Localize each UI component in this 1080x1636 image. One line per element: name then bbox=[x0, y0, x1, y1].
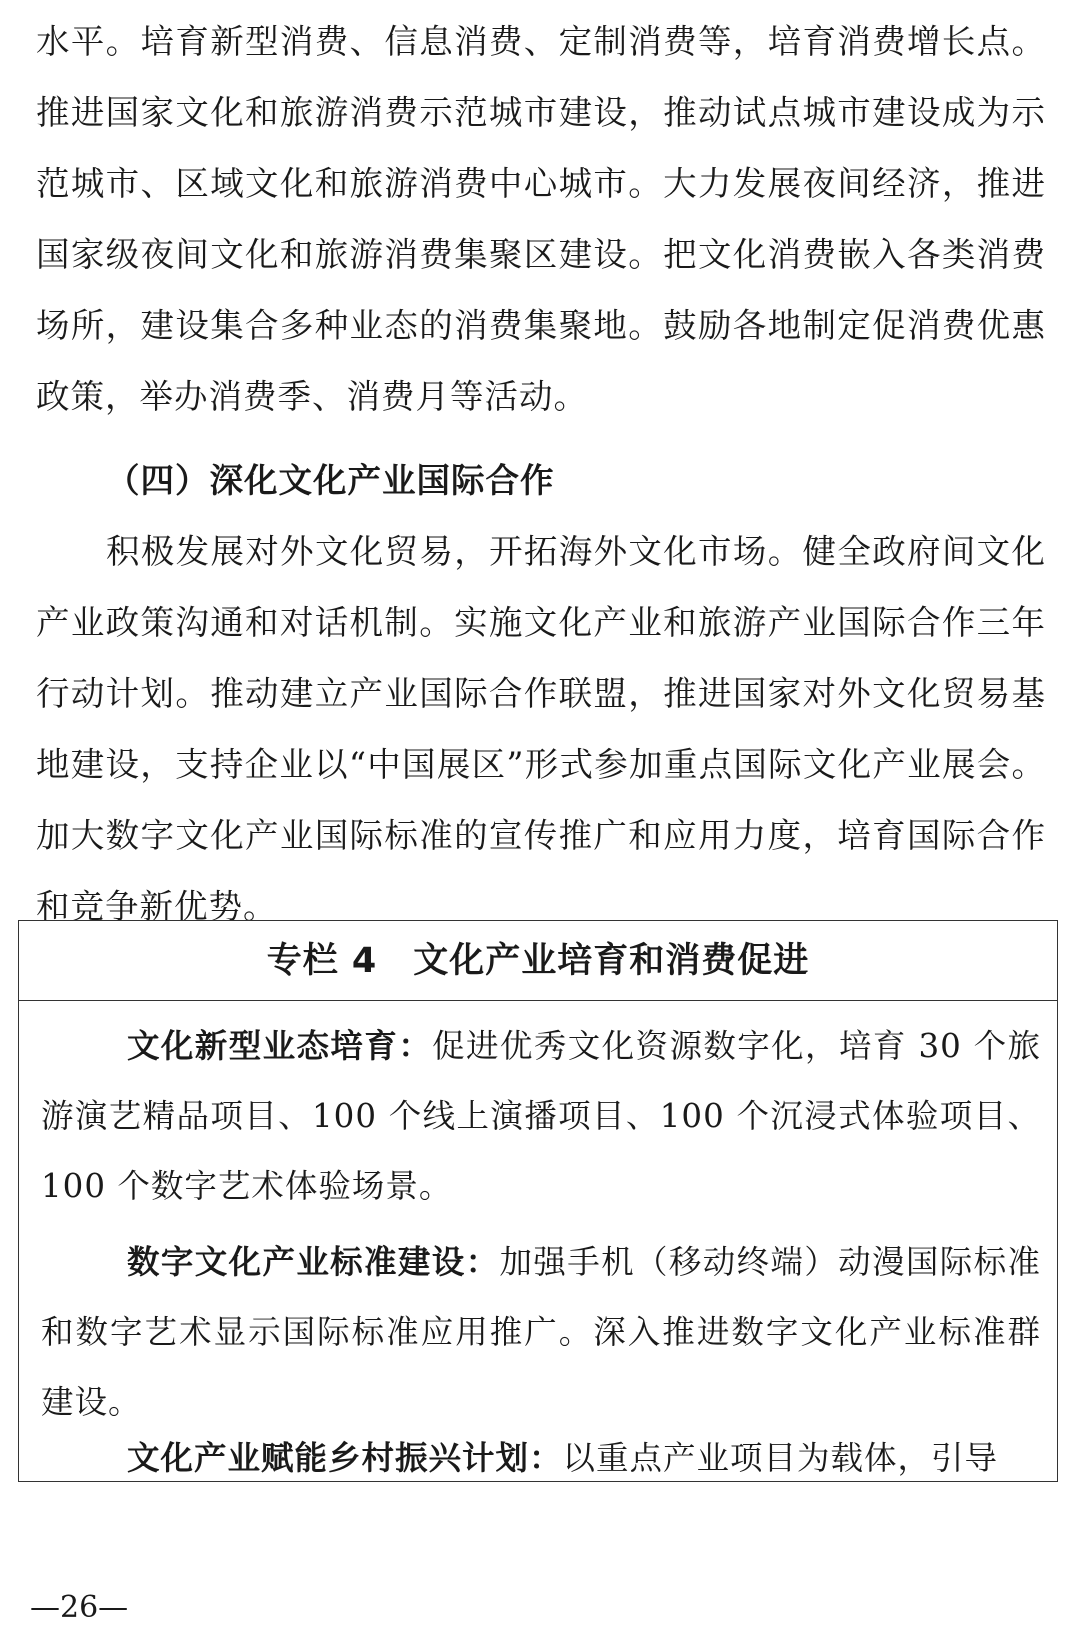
column-item-rural-revitalization bbox=[41, 1423, 1041, 1481]
column-item-text: 加强手机（移动终端）动漫国际标准和数字艺术显示国际标准应用推广。深入推进数字文化产业标准群建设。 bbox=[41, 1243, 1041, 1421]
column-item-lead: 文化产业赋能乡村振兴计划： bbox=[127, 1439, 563, 1477]
column-box-title: 专栏 4 文化产业培育和消费促进 bbox=[19, 921, 1057, 1001]
column-item-text: 促进优秀文化资源数字化，培育 30 个旅游演艺精品项目、100 个线上演播项目、100 个沉浸式体验项目、100 个数字艺术体验场景。 bbox=[41, 1027, 1041, 1205]
column-item-new-formats bbox=[41, 1011, 1041, 1221]
column-box bbox=[18, 920, 1058, 1482]
column-item-text: 以重点产业项目为载体，引导 bbox=[562, 1439, 999, 1477]
body-paragraph-foreign-trade: 积极发展对外文化贸易，开拓海外文化市场。健全政府间文化产业政策沟通和对话机制。实施文化产业和旅游产业国际合作三年行动计划。推动建立产业国际合作联盟，推进国家对外文化贸易基地建设，支持企业以“中国展区”形式参加重点国际文化产业展会。加大数字文化产业国际标准的宣传推广和应用力度，培育国际合作和竞争新优势。 bbox=[36, 532, 1046, 926]
column-item-lead: 文化新型业态培育： bbox=[127, 1027, 433, 1065]
page-number: —26— bbox=[30, 1590, 129, 1625]
column-item-standards bbox=[41, 1227, 1041, 1437]
body-paragraph-consumption: 水平。培育新型消费、信息消费、定制消费等，培育消费增长点。推进国家文化和旅游消费示范城市建设，推动试点城市建设成为示范城市、区域文化和旅游消费中心城市。大力发展夜间经济，推进国家级夜间文化和旅游消费集聚区建设。把文化消费嵌入各类消费场所，建设集合多种业态的消费集聚地。鼓励各地制定促消费优惠政策，举办消费季、消费月等活动。 bbox=[36, 22, 1046, 416]
column-item-lead: 数字文化产业标准建设： bbox=[127, 1243, 500, 1281]
section-heading-international-cooperation: （四）深化文化产业国际合作 bbox=[106, 461, 555, 500]
